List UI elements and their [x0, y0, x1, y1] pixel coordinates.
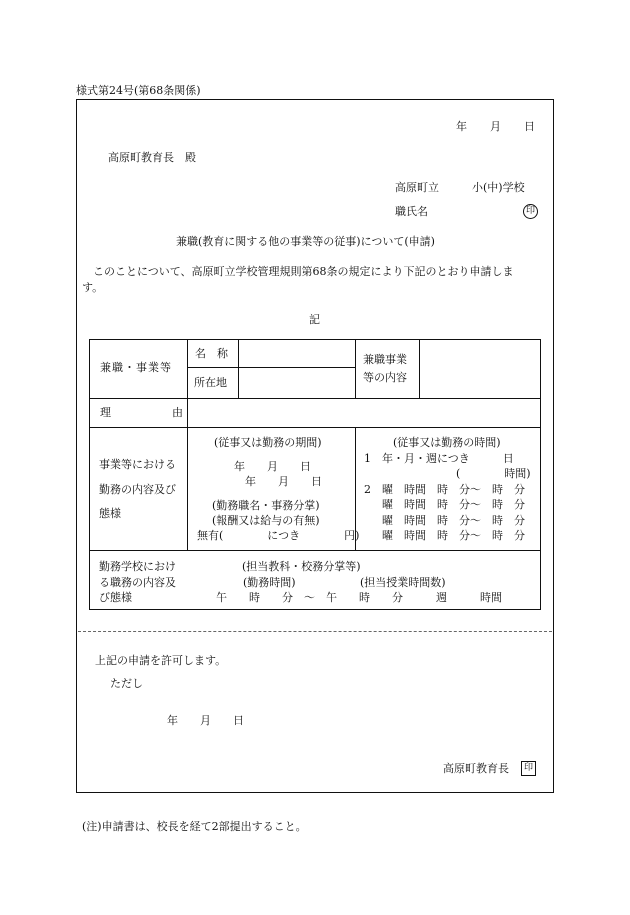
body-text-line2: す。	[82, 281, 104, 294]
time-option-1-hours: ( 時間)	[456, 467, 531, 480]
approval-authority: 高原町教育長	[443, 762, 509, 775]
table-line	[187, 367, 355, 368]
table-line	[238, 340, 239, 398]
approval-statement: 上記の申請を許可します。	[95, 654, 227, 667]
date-year: 年	[456, 120, 467, 133]
time-option-2-number: 2	[364, 483, 371, 496]
duty-label-line3: 態様	[99, 507, 121, 520]
school-label-line3: び態様	[99, 591, 132, 604]
period-from: 年 月 日	[234, 460, 311, 473]
body-text-line1: このことについて、高原町立学校管理規則第68条の規定により下記のとおり申請しま	[93, 265, 514, 278]
applicant-school: 高原町立 小(中)学校	[395, 181, 525, 194]
table-line	[187, 427, 188, 550]
school-label-line1: 勤務学校におけ	[99, 560, 176, 573]
content-label-line2: 等の内容	[363, 371, 407, 384]
addressee: 高原町教育長 殿	[108, 151, 196, 164]
duty-label-line1: 事業等における	[99, 458, 176, 471]
time-row: 曜 時間 時 分〜 時 分	[382, 498, 525, 511]
approval-date: 年 月 日	[167, 714, 244, 727]
reason-label-2: 由	[172, 406, 183, 419]
table-line	[419, 340, 420, 398]
seal-icon: 印	[521, 761, 536, 776]
seal-icon: 印	[523, 204, 538, 219]
cut-line	[78, 631, 552, 632]
form-number: 様式第24号(第68条関係)	[76, 84, 201, 97]
time-row: 曜 時間 時 分〜 時 分	[382, 483, 525, 496]
time-option-1: 1 年・月・週につき 日	[364, 452, 514, 465]
application-table	[89, 339, 541, 610]
date-month: 月	[490, 120, 501, 133]
date-day: 日	[524, 120, 535, 133]
footnote: (注)申請書は、校長を経て2部提出すること。	[82, 820, 307, 833]
work-hours-title: (勤務時間)	[243, 576, 296, 589]
name-label: 名 称	[195, 347, 228, 360]
approval-seal	[521, 761, 536, 776]
reason-label-1: 理	[100, 406, 111, 419]
duty-label-line2: 勤務の内容及び	[99, 483, 176, 496]
table-line	[90, 398, 540, 399]
period-to: 年 月 日	[245, 475, 322, 488]
row-label-concurrent-post: 兼職・事業等	[100, 361, 172, 374]
approval-proviso: ただし	[110, 677, 143, 690]
pay-title: (報酬又は給与の有無)	[212, 514, 320, 527]
ki-marker: 記	[309, 313, 320, 326]
time-row: 曜 時間 時 分〜 時 分	[382, 529, 525, 542]
time-row: 曜 時間 時 分〜 時 分	[382, 514, 525, 527]
class-hours-title: (担当授業時間数)	[360, 576, 446, 589]
school-label-line2: る職務の内容及	[99, 576, 176, 589]
duty-post-title: (勤務職名・事務分掌)	[212, 499, 320, 512]
content-label-line1: 兼職事業	[363, 353, 407, 366]
document-title: 兼職(教育に関する他の事業等の従事)について(申請)	[176, 235, 435, 248]
table-line	[90, 550, 540, 551]
location-label: 所在地	[194, 376, 227, 389]
pay-line: 無有( につき 円)	[197, 529, 360, 542]
time-title: (従事又は勤務の時間)	[393, 436, 501, 449]
table-line	[187, 340, 188, 427]
applicant-name-label: 職氏名	[395, 205, 428, 218]
subject-title: (担当教科・校務分掌等)	[242, 560, 361, 573]
applicant-seal	[523, 204, 538, 219]
period-title: (従事又は勤務の期間)	[214, 436, 322, 449]
table-line	[90, 427, 540, 428]
hours-line: 午 時 分 〜 午 時 分 週 時間	[216, 591, 502, 604]
table-line	[355, 340, 356, 398]
